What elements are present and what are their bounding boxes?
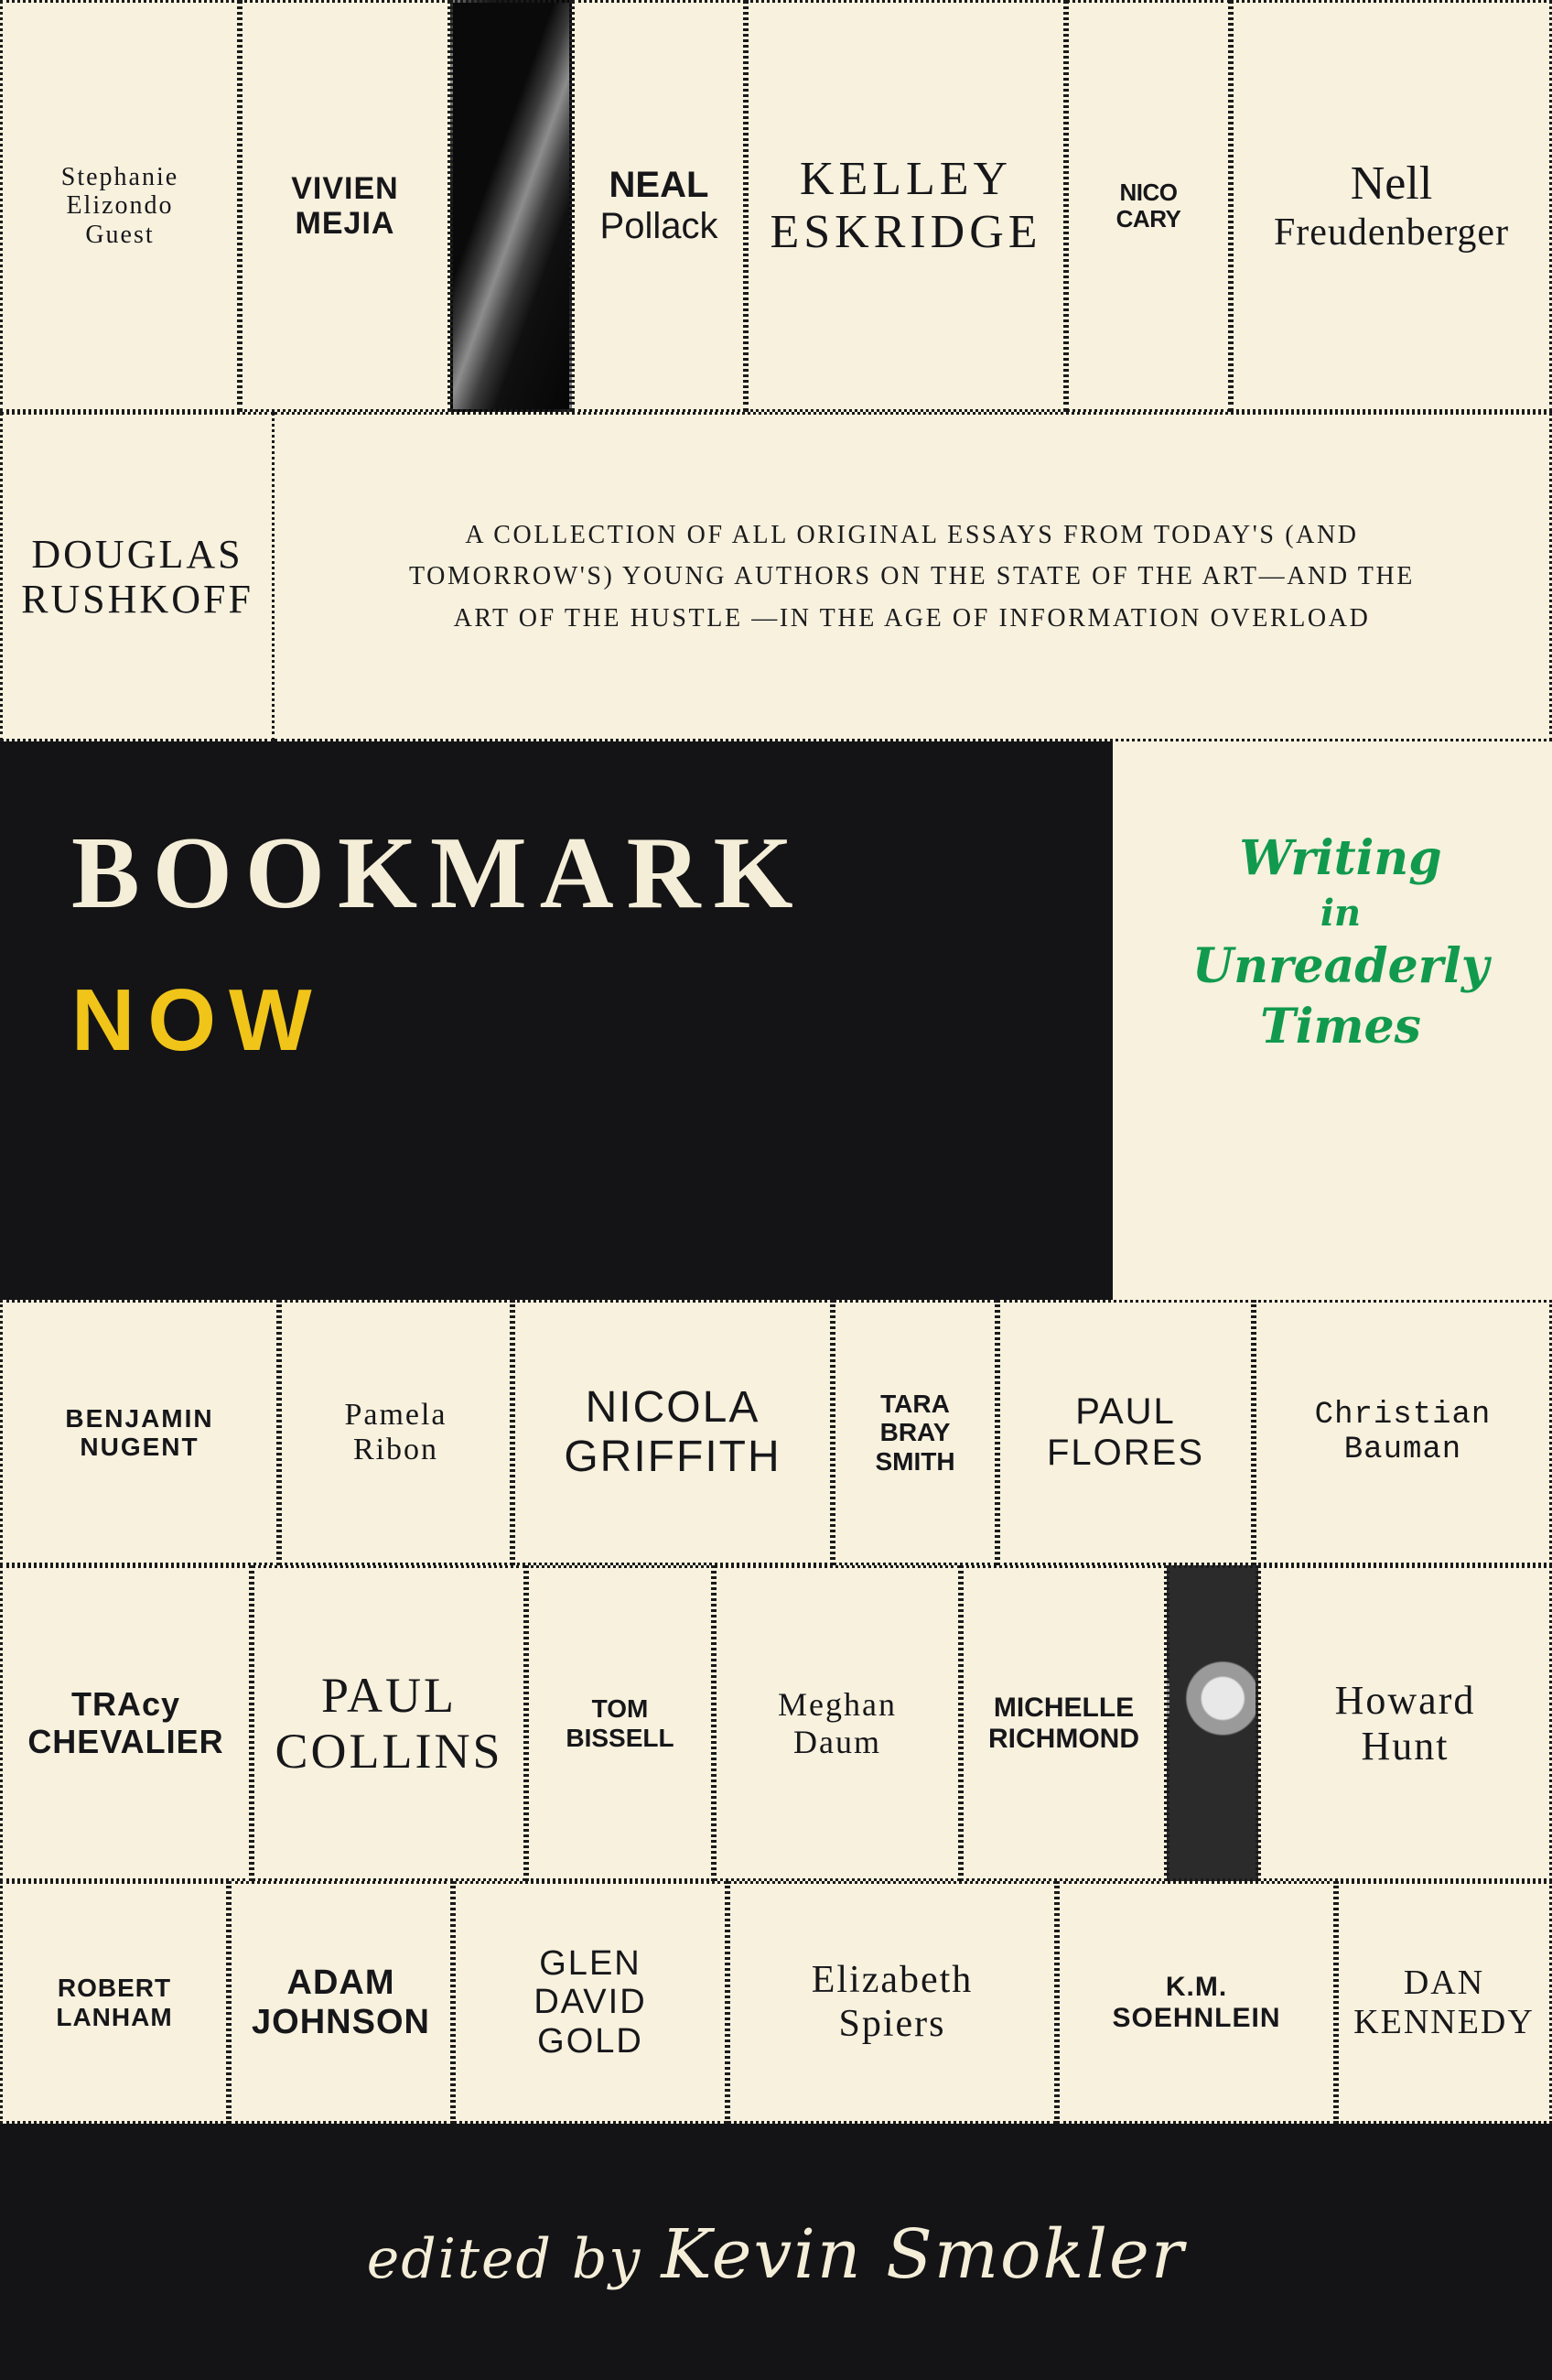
contributor-name-line: Ribon xyxy=(352,1433,439,1466)
contributor-name-line: PAUL xyxy=(1075,1391,1176,1433)
editor-prefix: edited by xyxy=(366,2227,642,2291)
contributor-stamp xyxy=(279,1300,512,1565)
contributor-name-line: Elizondo xyxy=(66,191,174,221)
contributor-stamp xyxy=(746,0,1066,412)
contributor-name-line: K.M. xyxy=(1165,1971,1228,2002)
blurb-stamp xyxy=(275,412,1552,741)
contributor-name-line: Stephanie xyxy=(60,162,179,191)
contributor-name-line: RUSHKOFF xyxy=(21,577,253,622)
contributor-stamp xyxy=(240,0,450,412)
contributor-name-line: Guest xyxy=(85,220,155,249)
contributor-stamp xyxy=(1066,0,1231,412)
contributor-name-line: Pollack xyxy=(599,206,718,246)
contributor-stamp xyxy=(833,1300,997,1565)
contributor-name-line: Bauman xyxy=(1343,1433,1462,1467)
contributor-stamp xyxy=(0,412,275,741)
contributor-stamp xyxy=(252,1565,526,1881)
contributor-name-line: ADAM xyxy=(286,1963,395,2002)
contributor-name-line: Pamela xyxy=(344,1397,447,1432)
contributor-name-line: Christian xyxy=(1314,1397,1492,1433)
editor-credit xyxy=(0,2215,1552,2294)
contributor-name-line: DAVID xyxy=(534,1983,647,2022)
contributor-name-line: Elizabeth xyxy=(811,1959,974,2002)
contributor-stamp xyxy=(997,1300,1254,1565)
contributor-name-line: CHEVALIER xyxy=(27,1722,224,1760)
contributor-stamp xyxy=(1057,1881,1336,2124)
contributor-stamp xyxy=(0,1565,252,1881)
contributor-name-line: CARY xyxy=(1116,205,1181,233)
contributor-name-line: SMITH xyxy=(875,1446,955,1476)
contributor-name-line: BRAY xyxy=(879,1418,951,1447)
contributor-name-line: KENNEDY xyxy=(1353,2002,1535,2041)
contributor-name-line: Howard xyxy=(1334,1678,1476,1724)
contributor-name-line: NICOLA xyxy=(585,1383,760,1433)
contributor-name-line: RICHMOND xyxy=(988,1723,1139,1754)
subtitle-line: in xyxy=(1320,891,1362,935)
contributor-stamp xyxy=(0,1300,279,1565)
contributor-name-line: KELLEY xyxy=(799,152,1013,205)
contributor-name-line: FLORES xyxy=(1046,1433,1205,1473)
contributor-name-line: Freudenberger xyxy=(1273,211,1510,254)
contributor-name-line: Nell xyxy=(1350,157,1433,211)
contributor-name-line: Hunt xyxy=(1361,1723,1450,1769)
contributor-name-line: ESKRIDGE xyxy=(770,206,1042,258)
contributor-stamp xyxy=(1336,1881,1552,2124)
contributor-name-line: COLLINS xyxy=(275,1723,503,1779)
subtitle-line: Unreaderly xyxy=(1191,937,1490,994)
contributor-stamp xyxy=(714,1565,961,1881)
contributor-stamp xyxy=(512,1300,833,1565)
contributor-name-line: Daum xyxy=(793,1723,881,1760)
contributor-name-line: JOHNSON xyxy=(252,2002,430,2041)
author-photo-strip xyxy=(450,0,572,412)
editor-name: Kevin Smokler xyxy=(661,2215,1186,2294)
contributor-stamp xyxy=(572,0,746,412)
contributor-name-line: GOLD xyxy=(537,2021,643,2061)
contributor-stamp xyxy=(961,1565,1167,1881)
cover-blurb: A COLLECTION OF ALL ORIGINAL ESSAYS FROM TODAY'S (AND TOMORROW'S) YOUNG AUTHORS ON THE STATE OF THE ART—AND THE ART OF THE HUSTLE —IN THE AGE OF INFORMATION OVERLOAD xyxy=(408,520,1416,633)
author-photo-strip xyxy=(1167,1565,1258,1881)
contributor-name-line: BISSELL xyxy=(566,1723,674,1752)
book-title-line1: BOOKMARK xyxy=(71,817,806,930)
contributor-stamp xyxy=(229,1881,453,2124)
contributor-stamp xyxy=(728,1881,1057,2124)
contributor-stamp xyxy=(1231,0,1552,412)
contributor-name-line: VIVIEN xyxy=(291,170,399,206)
contributor-name-line: Meghan xyxy=(778,1686,897,1724)
contributor-name-line: LANHAM xyxy=(56,2002,173,2031)
contributor-stamp xyxy=(1258,1565,1552,1881)
contributor-name-line: DOUGLAS xyxy=(31,531,243,577)
subtitle-line: Times xyxy=(1260,999,1421,1055)
contributor-name-line: TRAcy xyxy=(70,1685,181,1724)
contributor-stamp xyxy=(0,1881,229,2124)
contributor-name-line: NEAL xyxy=(609,165,709,206)
contributor-name-line: TARA xyxy=(880,1389,950,1418)
book-subtitle xyxy=(1144,828,1537,1058)
contributor-name-line: NUGENT xyxy=(80,1433,199,1461)
contributor-name-line: SOEHNLEIN xyxy=(1112,2002,1281,2033)
contributor-stamp xyxy=(0,0,240,412)
contributor-name-line: MICHELLE xyxy=(993,1692,1135,1723)
subtitle-line: Writing xyxy=(1239,830,1442,886)
contributor-name-line: DAN xyxy=(1403,1963,1485,2002)
contributor-name-line: GLEN xyxy=(539,1943,641,1983)
contributor-name-line: BENJAMIN xyxy=(65,1403,214,1433)
contributor-stamp xyxy=(453,1881,728,2124)
contributor-name-line: TOM xyxy=(591,1694,649,1724)
contributor-name-line: PAUL xyxy=(320,1668,458,1724)
contributor-stamp xyxy=(526,1565,714,1881)
contributor-name-line: GRIFFITH xyxy=(564,1433,781,1481)
title-band xyxy=(0,741,1113,1300)
contributor-name-line: ROBERT xyxy=(57,1974,172,2003)
book-title-line2: NOW xyxy=(71,971,325,1069)
contributor-name-line: MEJIA xyxy=(295,206,395,241)
contributor-name-line: Spiers xyxy=(838,2002,946,2045)
contributor-name-line: NICO xyxy=(1119,178,1178,206)
contributor-stamp xyxy=(1254,1300,1552,1565)
